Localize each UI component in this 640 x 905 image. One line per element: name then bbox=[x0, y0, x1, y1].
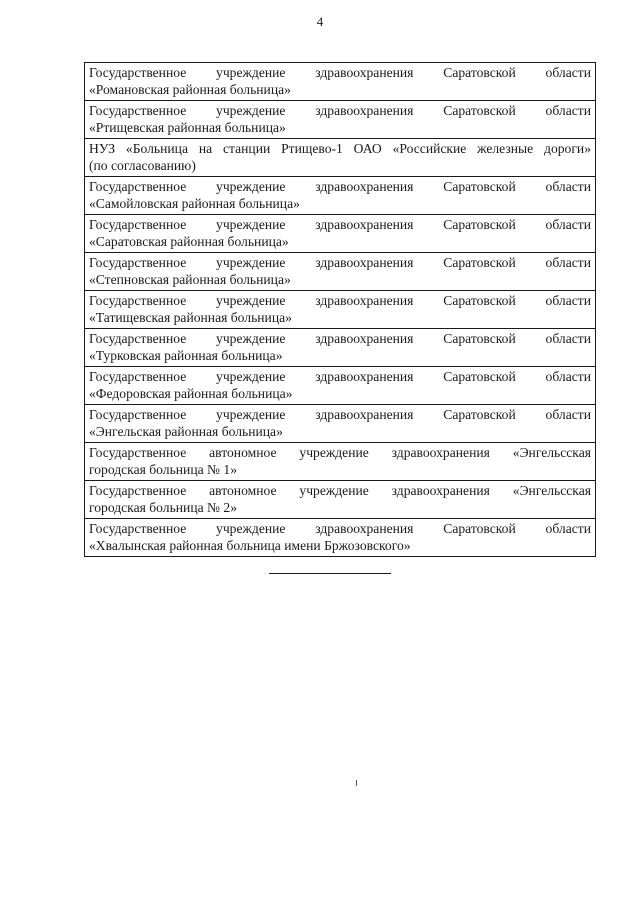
table-row bbox=[85, 215, 595, 253]
row-text-line1: Государственное учреждение здравоохранения Саратовской области bbox=[89, 369, 591, 384]
table-row bbox=[85, 177, 595, 215]
row-text-line1: Государственное учреждение здравоохранения Саратовской области bbox=[89, 255, 591, 270]
row-text-line1: Государственное учреждение здравоохранения Саратовской области bbox=[89, 217, 591, 232]
row-text-line1: Государственное учреждение здравоохранения Саратовской области bbox=[89, 293, 591, 308]
table-row bbox=[85, 367, 595, 405]
table-row bbox=[85, 291, 595, 329]
row-text-line1: НУЗ «Больница на станции Ртищево-1 ОАО «Российские железные дороги» bbox=[89, 141, 591, 156]
scan-speck bbox=[356, 780, 357, 786]
row-text-line2: «Хвалынская районная больница имени Бржозовского» bbox=[89, 538, 411, 553]
row-text-line2: (по согласованию) bbox=[89, 158, 196, 173]
table-row bbox=[85, 481, 595, 519]
table-row bbox=[85, 519, 595, 556]
row-text-line2: «Самойловская районная больница» bbox=[89, 196, 300, 211]
page-number: 4 bbox=[316, 14, 324, 29]
row-text-line2: «Ртищевская районная больница» bbox=[89, 120, 286, 135]
row-text-line1: Государственное учреждение здравоохранения Саратовской области bbox=[89, 521, 591, 536]
row-text-line1: Государственное автономное учреждение здравоохранения «Энгельсская bbox=[89, 445, 591, 460]
row-text-line2: «Степновская районная больница» bbox=[89, 272, 291, 287]
table-row bbox=[85, 101, 595, 139]
table-row bbox=[85, 139, 595, 177]
row-text-line2: городская больница № 2» bbox=[89, 500, 238, 515]
row-text-line1: Государственное учреждение здравоохранения Саратовской области bbox=[89, 179, 591, 194]
row-text-line2: «Турковская районная больница» bbox=[89, 348, 283, 363]
table-row bbox=[85, 63, 595, 101]
row-text-line1: Государственное учреждение здравоохранения Саратовской области bbox=[89, 103, 591, 118]
table-row bbox=[85, 329, 595, 367]
row-text-line2: городская больница № 1» bbox=[89, 462, 238, 477]
row-text-line2: «Саратовская районная больница» bbox=[89, 234, 289, 249]
table-row bbox=[85, 443, 595, 481]
row-text-line1: Государственное учреждение здравоохранения Саратовской области bbox=[89, 407, 591, 422]
row-text-line2: «Федоровская районная больница» bbox=[89, 386, 293, 401]
end-separator-line bbox=[269, 573, 391, 574]
hospital-table bbox=[84, 62, 596, 557]
row-text-line1: Государственное учреждение здравоохранения Саратовской области bbox=[89, 65, 591, 80]
row-text-line2: «Татищевская районная больница» bbox=[89, 310, 292, 325]
row-text-line2: «Энгельская районная больница» bbox=[89, 424, 283, 439]
row-text-line2: «Романовская районная больница» bbox=[89, 82, 291, 97]
table-row bbox=[85, 253, 595, 291]
row-text-line1: Государственное автономное учреждение здравоохранения «Энгельсская bbox=[89, 483, 591, 498]
row-text-line1: Государственное учреждение здравоохранения Саратовской области bbox=[89, 331, 591, 346]
table-row bbox=[85, 405, 595, 443]
